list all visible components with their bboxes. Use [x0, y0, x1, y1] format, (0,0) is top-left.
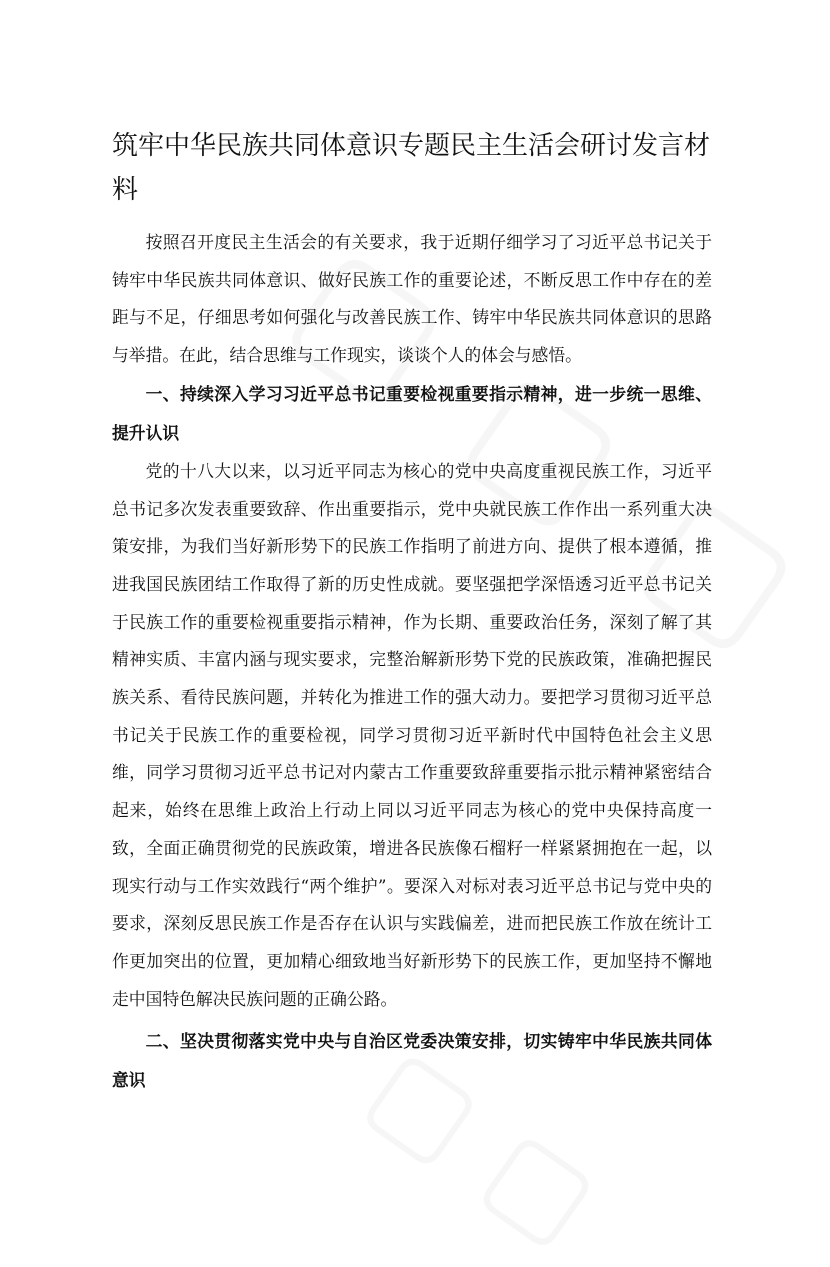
intro-paragraph: 按照召开度民主生活会的有关要求，我于近期仔细学习了习近平总书记关于铸牢中华民族共同体意识、做好民族工作的重要论述，不断反思工作中存在的差距与不足，仔细思考如何强化与改善民族工作、铸牢中华民族共同体意识的思路与举措。在此，结合思维与工作现实，谈谈个人的体会与感悟。 [112, 232, 712, 366]
section-1-body: 党的十八大以来，以习近平同志为核心的党中央高度重视民族工作，习近平总书记多次发表重要致辞、作出重要指示，党中央就民族工作作出一系列重大决策安排，为我们当好新形势下的民族工作指明了前进方向、提供了根本遵循，推进我国民族团结工作取得了新的历史性成就。要坚强把学深悟透习近平总书记关于民族工作的重要检视重要指示精神，作为长期、重要政治任务，深刻了解了其精神实质、丰富内涵与现实要求，完整治解新形势下党的民族政策，准确把握民族关系、看待民族问题，并转化为推进工作的强大动力。要把学习贯彻习近平总书记关于民族工作的重要检视，同学习贯彻习近平新时代中国特色社会主义思维，同学习贯彻习近平总书记对内蒙古工作重要致辞重要指示批示精神紧密结合起来，始终在思维上政治上行动上同以习近平同志为核心的党中央保持高度一致，全面正确贯彻党的民族政策，增进各民族像石榴籽一样紧紧拥抱在一起，以现实行动与工作实效践行“两个维护”。要深入对标对表习近平总书记与党中央的要求，深刻反思民族工作是否存在认识与实践偏差，进而把民族工作放在统计工作更加突出的位置，更加精心细致地当好新形势下的民族工作，更加坚持不懈地走中国特色解决民族问题的正确公路。 [112, 460, 712, 1009]
document-title: 筑牢中华民族共同体意识专题民主生活会研讨发言材料 [112, 131, 711, 205]
section-2-heading: 二、坚决贯彻落实党中央与自治区党委决策安排，切实铸牢中华民族共同体意识 [112, 1031, 712, 1091]
document-body [112, 224, 712, 1100]
section-1-heading: 一、持续深入学习习近平总书记重要检视重要指示精神，进一步统一思维、提升认识 [112, 383, 712, 443]
